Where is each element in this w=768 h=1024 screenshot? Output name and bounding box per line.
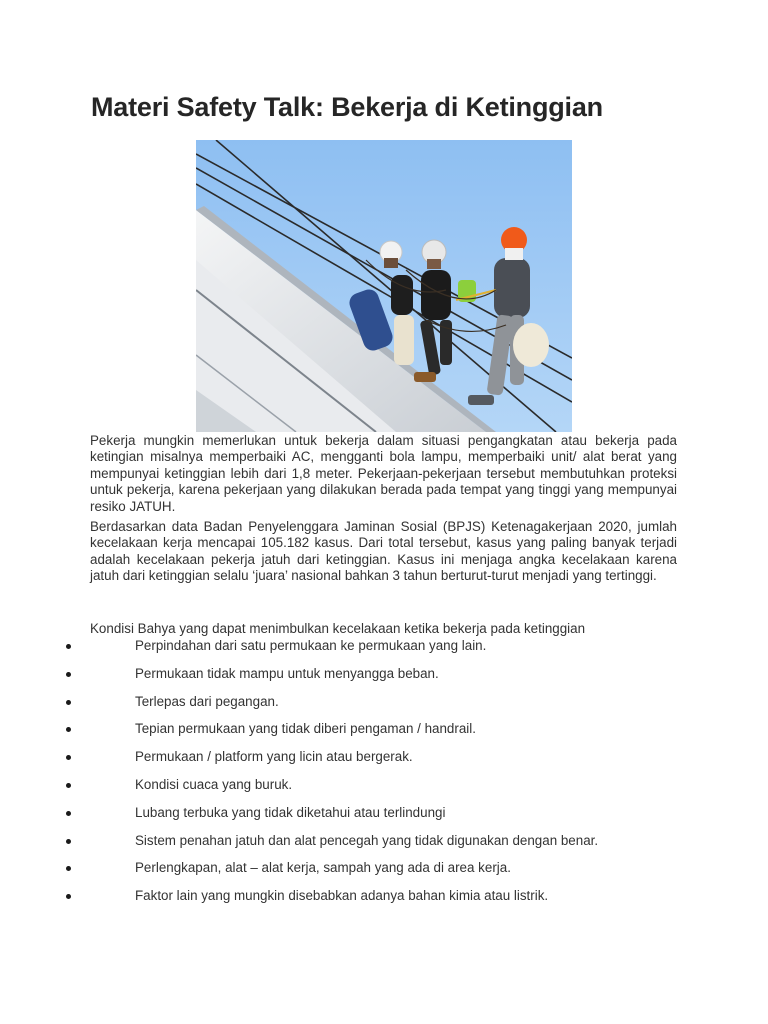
bullet-icon [66, 644, 71, 649]
list-item-text: Perpindahan dari satu permukaan ke permukaan yang lain. [135, 638, 487, 653]
workers-at-height-photo [196, 140, 572, 432]
list-intro: Kondisi Bahya yang dapat menimbulkan kecelakaan ketika bekerja pada ketinggian [90, 621, 586, 636]
bullet-icon [66, 783, 71, 788]
bullet-icon [66, 672, 71, 677]
bullet-icon [66, 755, 71, 760]
list-item-text: Kondisi cuaca yang buruk. [135, 776, 293, 792]
bullet-icon [66, 839, 71, 844]
list-item-text: Terlepas dari pegangan. [135, 693, 279, 709]
workers-illustration [196, 140, 572, 432]
page-title: Materi Safety Talk: Bekerja di Ketinggian [91, 92, 603, 122]
bullet-icon [66, 811, 71, 816]
paragraph-intro: Pekerja mungkin memerlukan untuk bekerja dalam situasi pengangkatan atau bekerja pada ketingian misalnya memperbaiki AC, mengganti bola lampu, memperbaiki unit/ alat berat yang mempunyai ketinggian lebih dari 1,8 meter. Pekerjaan-pekerjaan tersebut membutuhkan proteksi untuk pekerja, karena pekerjaan yang dilakukan berada pada tempat yang tinggi yang mempunyai resiko JATUH. [90, 433, 677, 514]
list-item-text: Permukaan / platform yang licin atau bergerak. [135, 749, 413, 765]
list-item-text: Perlengkapan, alat – alat kerja, sampah yang ada di area kerja. [135, 860, 511, 876]
list-item-text: Sistem penahan jatuh dan alat pencegah yang tidak digunakan dengan benar. [135, 832, 599, 848]
bullet-icon [66, 866, 71, 871]
paragraph-statistics: Berdasarkan data Badan Penyelenggara Jaminan Sosial (BPJS) Ketenagakerjaan 2020, jumlah kecelakaan kerja mencapai 105.182 kasus. Dari total tersebut, kasus yang paling banyak terjadi adalah kecelakaan pekerja jatuh dari ketinggian. Kasus ini menjaga angka kecelakaan karena jatuh dari ketinggian selalu ‘juara’ nasional bahkan 3 tahun berturut-turut menjadi yang tertinggi. [90, 519, 677, 584]
list-item-text: Permukaan tidak mampu untuk menyangga beban. [135, 665, 439, 681]
bullet-icon [66, 727, 71, 732]
list-item-text: Lubang terbuka yang tidak diketahui atau terlindungi [135, 804, 446, 820]
bullet-icon [66, 700, 71, 705]
list-item-text: Faktor lain yang mungkin disebabkan adanya bahan kimia atau listrik. [135, 888, 549, 904]
bullet-icon [66, 894, 71, 899]
list-item-text: Tepian permukaan yang tidak diberi pengaman / handrail. [135, 721, 476, 737]
